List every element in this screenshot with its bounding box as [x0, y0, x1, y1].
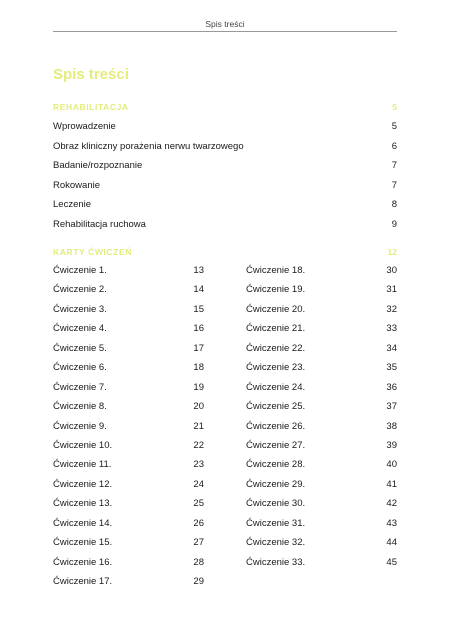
- section-heading-page: 5: [392, 102, 397, 112]
- toc-entry-label: Ćwiczenie 3.: [53, 303, 107, 315]
- section-heading-label: KARTY ĆWICZEŃ: [53, 247, 132, 257]
- toc-entry-page: 32: [386, 303, 397, 315]
- toc-entry-label: Rokowanie: [53, 179, 100, 191]
- toc-entry-label: Ćwiczenie 26.: [246, 420, 306, 432]
- section-heading-rehabilitacja[interactable]: [53, 102, 397, 114]
- toc-entry-page: 37: [386, 401, 397, 413]
- rehabilitacja-entries: [53, 121, 397, 238]
- toc-entry-page: 19: [193, 381, 204, 393]
- toc-entry-label: Ćwiczenie 15.: [53, 537, 113, 549]
- section-heading-label: REHABILITACJA: [53, 102, 129, 112]
- toc-entry[interactable]: [53, 362, 204, 381]
- toc-entry-label: Ćwiczenie 7.: [53, 381, 107, 393]
- toc-entry-page: 31: [386, 284, 397, 296]
- toc-entry[interactable]: [53, 265, 204, 284]
- toc-entry-page: 7: [391, 160, 397, 171]
- toc-entry[interactable]: [246, 323, 397, 342]
- toc-entry-page: 23: [193, 459, 204, 471]
- toc-entry-page: 28: [193, 556, 204, 568]
- toc-entry-page: 36: [386, 381, 397, 393]
- toc-entry[interactable]: [246, 284, 397, 303]
- toc-entry[interactable]: [246, 265, 397, 284]
- toc-entry-label: Ćwiczenie 10.: [53, 439, 113, 451]
- toc-entry-page: 33: [386, 323, 397, 335]
- toc-entry[interactable]: [53, 382, 204, 401]
- toc-entry-page: 9: [391, 218, 397, 230]
- toc-entry[interactable]: [53, 304, 204, 323]
- toc-entry-label: Ćwiczenie 17.: [53, 576, 113, 587]
- toc-entry-page: 29: [193, 576, 204, 587]
- toc-entry[interactable]: [246, 498, 397, 517]
- toc-entry[interactable]: [53, 479, 204, 498]
- toc-entry-page: 45: [386, 556, 397, 568]
- toc-entry[interactable]: [53, 343, 204, 362]
- toc-entry-label: Leczenie: [53, 199, 92, 210]
- toc-entry-label: Ćwiczenie 27.: [246, 439, 306, 451]
- toc-entry[interactable]: [246, 459, 397, 478]
- toc-entry[interactable]: [246, 304, 397, 323]
- toc-entry[interactable]: [53, 459, 204, 478]
- toc-entry[interactable]: [246, 401, 397, 420]
- toc-entry-page: 24: [193, 478, 204, 490]
- toc-entry[interactable]: [53, 440, 204, 459]
- toc-entry-label: Ćwiczenie 18.: [246, 265, 306, 276]
- toc-entry[interactable]: [246, 518, 397, 537]
- toc-entry-page: 26: [193, 517, 204, 529]
- toc-entry[interactable]: [53, 576, 204, 595]
- toc-entry-label: Ćwiczenie 13.: [53, 498, 113, 510]
- toc-entry-label: Ćwiczenie 32.: [246, 537, 306, 549]
- toc-entry-page: 43: [386, 517, 397, 529]
- toc-entry-page: 21: [193, 420, 204, 432]
- toc-entry[interactable]: [246, 479, 397, 498]
- toc-entry-page: 41: [386, 478, 397, 490]
- toc-entry-page: 35: [386, 362, 397, 374]
- toc-entry[interactable]: [246, 343, 397, 362]
- toc-entry-label: Ćwiczenie 12.: [53, 478, 113, 490]
- toc-entry[interactable]: [246, 537, 397, 556]
- toc-entry[interactable]: [53, 199, 397, 219]
- toc-entry-label: Ćwiczenie 31.: [246, 517, 306, 529]
- toc-entry[interactable]: [246, 557, 397, 576]
- toc-entry[interactable]: [53, 219, 397, 239]
- toc-entry-page: 42: [386, 498, 397, 510]
- toc-entry-label: Ćwiczenie 6.: [53, 362, 107, 374]
- toc-entry-page: 13: [193, 265, 204, 276]
- toc-entry[interactable]: [53, 537, 204, 556]
- toc-entry-label: Badanie/rozpoznanie: [53, 160, 143, 171]
- toc-entry-page: 8: [391, 199, 397, 210]
- toc-entry-page: 25: [193, 498, 204, 510]
- toc-entry-page: 27: [193, 537, 204, 549]
- toc-entry-label: Wprowadzenie: [53, 121, 116, 132]
- toc-entry[interactable]: [53, 284, 204, 303]
- toc-entry-label: Ćwiczenie 22.: [246, 342, 306, 354]
- toc-entry[interactable]: [246, 362, 397, 381]
- toc-entry-label: Ćwiczenie 21.: [246, 323, 306, 335]
- toc-entry[interactable]: [53, 141, 397, 161]
- toc-entry[interactable]: [246, 440, 397, 459]
- toc-entry[interactable]: [246, 421, 397, 440]
- exercise-column-left: [53, 265, 204, 595]
- toc-entry-page: 34: [386, 342, 397, 354]
- toc-entry-label: Ćwiczenie 2.: [53, 284, 107, 296]
- toc-entry-label: Obraz kliniczny porażenia nerwu twarzowego: [53, 140, 244, 152]
- toc-entry[interactable]: [53, 121, 397, 141]
- toc-entry[interactable]: [53, 557, 204, 576]
- toc-entry-page: 7: [391, 179, 397, 191]
- toc-entry-label: Ćwiczenie 14.: [53, 517, 113, 529]
- toc-entry-page: 22: [193, 439, 204, 451]
- toc-entry-label: Ćwiczenie 33.: [246, 556, 306, 568]
- toc-entry[interactable]: [53, 323, 204, 342]
- toc-entry-page: 14: [193, 284, 204, 296]
- toc-entry-label: Ćwiczenie 16.: [53, 556, 113, 568]
- toc-entry[interactable]: [53, 401, 204, 420]
- toc-entry[interactable]: [53, 518, 204, 537]
- toc-entry-page: 16: [193, 323, 204, 335]
- toc-entry-label: Ćwiczenie 20.: [246, 303, 306, 315]
- toc-entry[interactable]: [246, 382, 397, 401]
- section-heading-page: 12: [387, 247, 397, 257]
- toc-entry-page: 44: [386, 537, 397, 549]
- toc-entry-page: 30: [386, 265, 397, 276]
- toc-entry-label: Ćwiczenie 30.: [246, 498, 306, 510]
- toc-entry-label: Ćwiczenie 8.: [53, 401, 107, 413]
- toc-entry-label: Ćwiczenie 1.: [53, 265, 107, 276]
- toc-entry[interactable]: [53, 160, 397, 180]
- toc-entry-page: 20: [193, 401, 204, 413]
- toc-entry-label: Ćwiczenie 19.: [246, 284, 306, 296]
- exercise-column-right: [246, 265, 397, 576]
- toc-entry-label: Ćwiczenie 4.: [53, 323, 107, 335]
- header-rule: [53, 31, 397, 32]
- toc-entry[interactable]: [53, 498, 204, 517]
- toc-entry-label: Ćwiczenie 23.: [246, 362, 306, 374]
- toc-entry-label: Ćwiczenie 9.: [53, 420, 107, 432]
- toc-entry[interactable]: [53, 421, 204, 440]
- toc-title: Spis treści: [53, 66, 129, 83]
- toc-entry-page: 15: [193, 303, 204, 315]
- toc-entry-label: Ćwiczenie 11.: [53, 459, 112, 471]
- toc-entry-label: Rehabilitacja ruchowa: [53, 218, 146, 230]
- toc-entry-page: 39: [386, 439, 397, 451]
- toc-entry-page: 38: [386, 420, 397, 432]
- section-heading-karty-cwiczen[interactable]: [53, 247, 397, 259]
- toc-entry-label: Ćwiczenie 5.: [53, 342, 107, 354]
- toc-entry-label: Ćwiczenie 29.: [246, 478, 306, 490]
- toc-entry-label: Ćwiczenie 24.: [246, 381, 306, 393]
- toc-entry[interactable]: [53, 180, 397, 200]
- toc-entry-page: 18: [193, 362, 204, 374]
- toc-entry-page: 40: [386, 459, 397, 471]
- toc-entry-label: Ćwiczenie 28.: [246, 459, 306, 471]
- toc-entry-page: 6: [391, 140, 397, 152]
- running-head: Spis treści: [205, 19, 245, 29]
- toc-entry-page: 17: [193, 342, 204, 354]
- toc-entry-label: Ćwiczenie 25.: [246, 401, 306, 413]
- toc-entry-page: 5: [391, 121, 397, 132]
